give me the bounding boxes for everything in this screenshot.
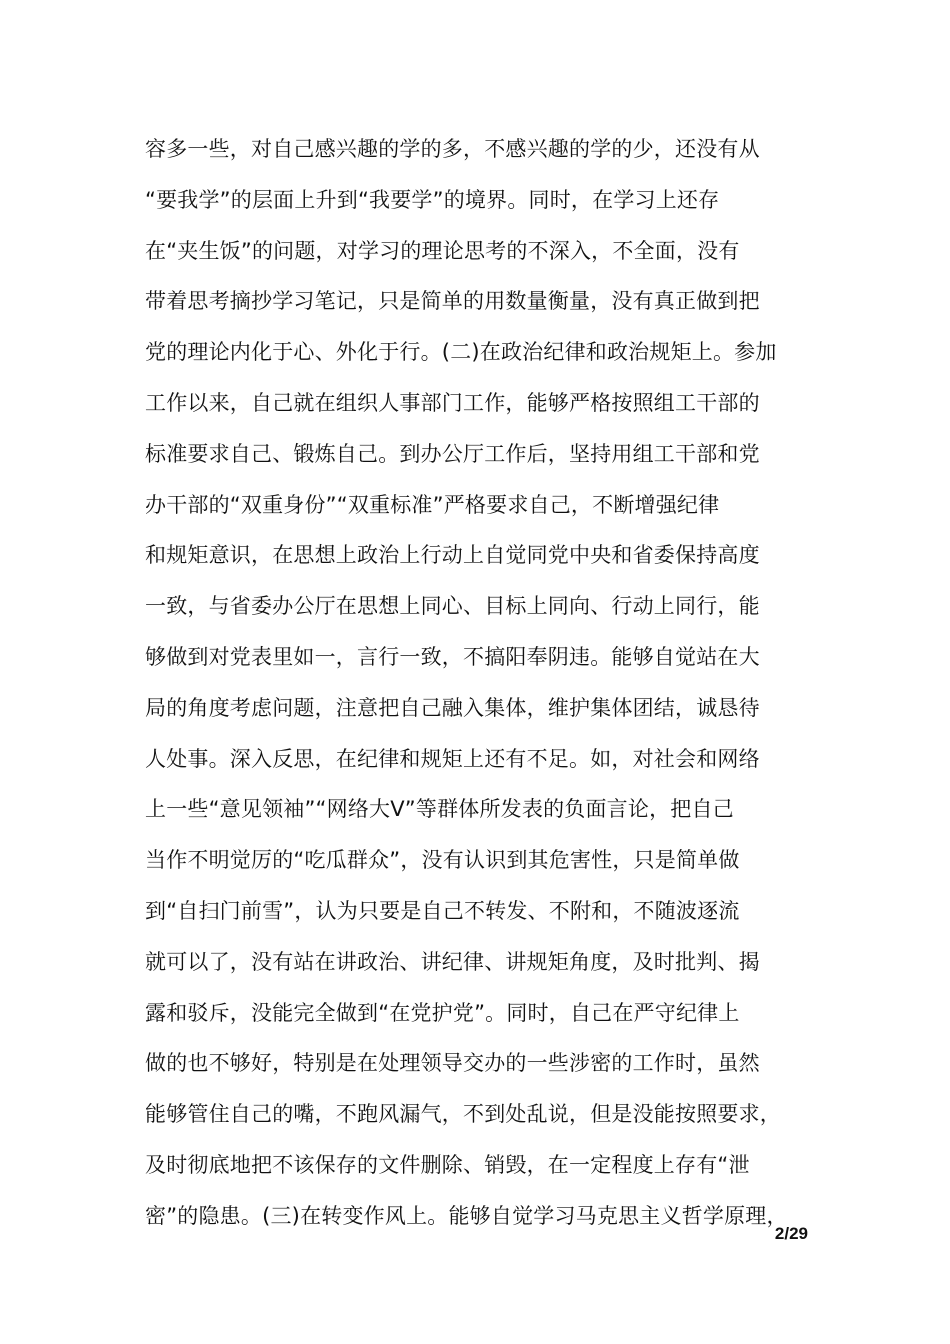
text-line: 人处事。深入反思，在纪律和规矩上还有不足。如，对社会和网络 (145, 746, 760, 771)
text-line: 当作不明觉厉的“吃瓜群众”，没有认识到其危害性，只是简单做 (145, 848, 740, 873)
text-line: 带着思考摘抄学习笔记，只是简单的用数量衡量，没有真正做到把 (145, 289, 760, 314)
text-line: 容多一些，对自己感兴趣的学的多，不感兴趣的学的少，还没有从 (145, 137, 760, 161)
text-line: 做的也不够好，特别是在处理领导交办的一些涉密的工作时，虽然 (145, 1051, 760, 1076)
text-line: 工作以来，自己就在组织人事部门工作，能够严格按照组工干部的 (145, 390, 760, 415)
text-line: 能够管住自己的嘴，不跑风漏气，不到处乱说，但是没能按照要求， (145, 1102, 781, 1127)
document-body (145, 124, 825, 1242)
text-line: 和规矩意识，在思想上政治上行动上自觉同党中央和省委保持高度 (145, 543, 760, 568)
page-number: 2/29 (774, 1224, 808, 1243)
text-line: 在“夹生饭”的问题，对学习的理论思考的不深入，不全面，没有 (145, 238, 740, 263)
text-line: 一致，与省委办公厅在思想上同心、目标上同向、行动上同行，能 (145, 594, 760, 619)
text-line: 党的理论内化于心、外化于行。(二)在政治纪律和政治规矩上。参加 (145, 340, 777, 365)
text-line: 够做到对党表里如一，言行一致，不搞阳奉阴违。能够自觉站在大 (145, 644, 760, 669)
text-line: 上一些“意见领袖”“网络大V”等群体所发表的负面言论，把自己 (145, 797, 734, 822)
text-line: 就可以了，没有站在讲政治、讲纪律、讲规矩角度，及时批判、揭 (145, 949, 760, 974)
text-line: 办干部的“双重身份”“双重标准”严格要求自己，不断增强纪律 (145, 492, 720, 517)
text-line: 到“自扫门前雪”，认为只要是自己不转发、不附和，不随波逐流 (145, 898, 740, 923)
text-line: 及时彻底地把不该保存的文件删除、销毁，在一定程度上存有“泄 (145, 1152, 750, 1177)
text-line: 密”的隐患。(三)在转变作风上。能够自觉学习马克思主义哲学原理， (145, 1203, 788, 1228)
text-line: 露和驳斥，没能完全做到“在党护党”。同时，自己在严守纪律上 (145, 1000, 740, 1025)
text-line: “要我学”的层面上升到“我要学”的境界。同时，在学习上还存 (145, 187, 720, 212)
text-line: 局的角度考虑问题，注意把自己融入集体，维护集体团结，诚恳待 (145, 695, 760, 720)
text-line: 标准要求自己、锻炼自己。到办公厅工作后，坚持用组工干部和党 (145, 441, 760, 466)
